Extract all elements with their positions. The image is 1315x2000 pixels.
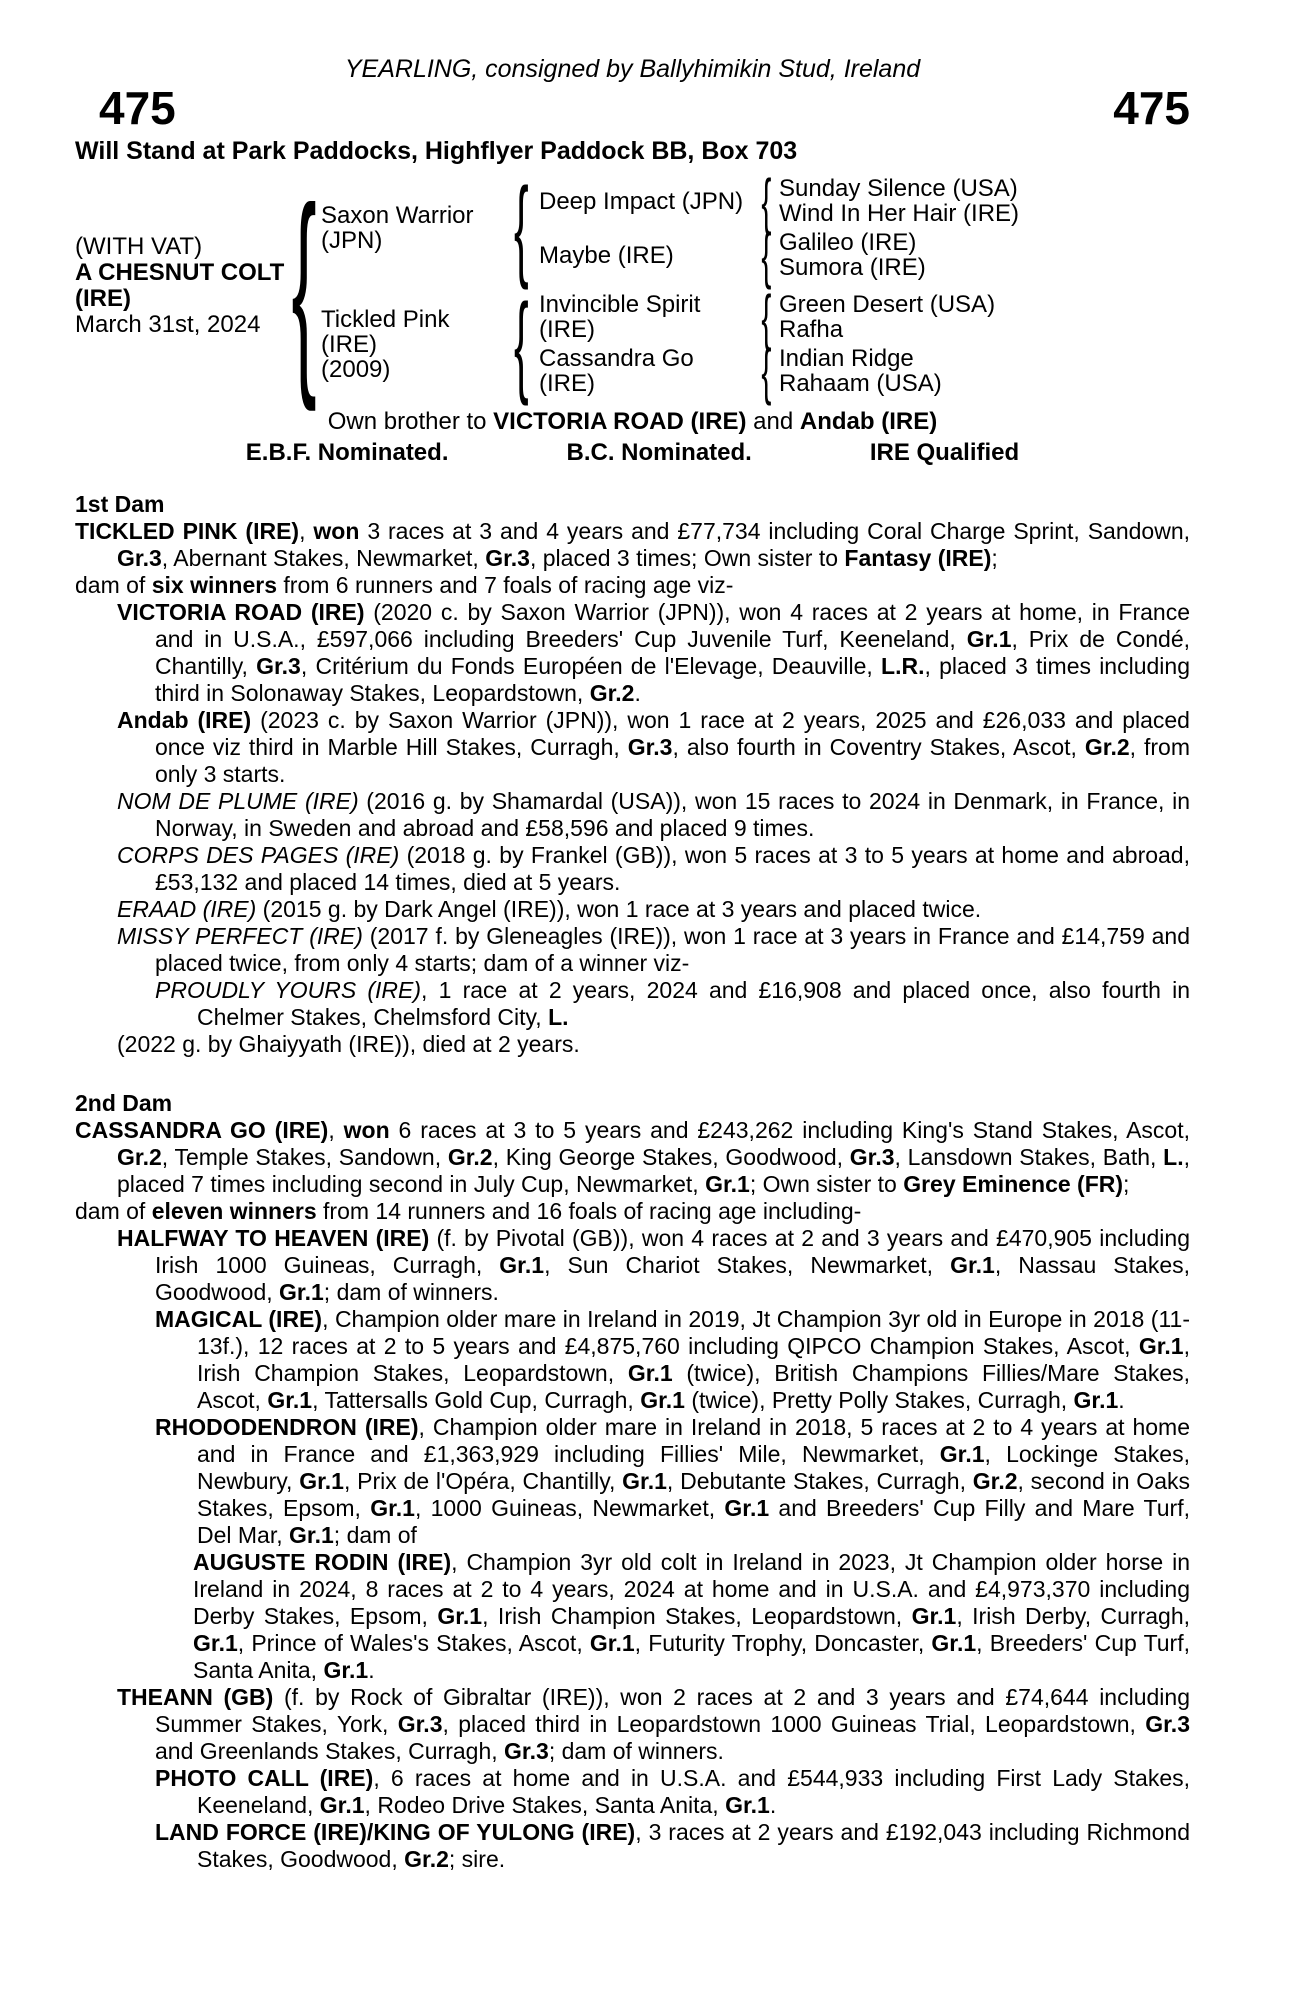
pedigree-paragraph [155, 1819, 1190, 1873]
lot-number-row [75, 84, 1190, 132]
grandparent-name: Deep Impact (JPN) [539, 187, 744, 215]
generation-brace: { [760, 166, 772, 236]
pedigree-paragraph [75, 572, 1190, 599]
generation-brace: { [760, 336, 772, 406]
pedigree-paragraph [117, 1225, 1190, 1306]
text-segment: , Sun Chariot Stakes, Newmarket, [544, 1252, 951, 1278]
pedigree-paragraph [117, 896, 1190, 923]
text-segment: (2015 g. by Dark Angel (IRE)), won 1 race at 3 years and placed twice. [256, 896, 982, 922]
pedigree-paragraph [117, 788, 1190, 842]
pedigree-paragraph [155, 977, 1190, 1031]
text-segment: , 1 race at 2 years, 2024 and £16,908 and placed once, also fourth in Chelmer Stakes, Chelmsford City, [197, 977, 1190, 1030]
text-segment: , Debutante Stakes, Curragh, [666, 1468, 973, 1494]
dam-sections [75, 491, 1190, 1873]
grandparent-name: Invincible Spirit (IRE) [539, 291, 701, 343]
text-segment: Gr.1 [627, 1360, 673, 1386]
text-segment: , Critérium du Fonds Européen de l'Elevage, Deauville, [300, 653, 882, 679]
text-segment: 3 races at 3 and 4 years and £77,734 including Coral Charge Sprint, Sandown, [359, 518, 1190, 544]
text-segment: Gr.1 [622, 1468, 667, 1494]
pedigree-paragraph [155, 1306, 1190, 1414]
text-segment: , second in Oaks Stakes, Epsom, [197, 1468, 1190, 1521]
text-segment: , 3 races at 2 years and £192,043 including Richmond Stakes, Goodwood, [197, 1819, 1191, 1872]
grandparent-branch [539, 166, 1020, 236]
pedigree-generations [321, 165, 1020, 406]
text-segment: PROUDLY YOURS (IRE) [155, 977, 422, 1003]
consignor-line: YEARLING, consigned by Ballyhimikin Stud, Ireland [344, 55, 921, 83]
pedigree-paragraph [193, 1549, 1190, 1684]
pedigree-table [75, 160, 1190, 412]
dam-name [321, 307, 507, 382]
text-segment: , King George Stakes, Goodwood, [492, 1144, 850, 1170]
text-segment: eleven winners [151, 1198, 317, 1224]
grandparent-name: Cassandra Go (IRE) [539, 345, 694, 397]
text-segment: , Lansdown Stakes, Bath, [894, 1144, 1164, 1170]
text-segment: Gr.2 [1084, 734, 1130, 760]
text-segment: ; sire. [448, 1846, 506, 1872]
generation-brace: { [513, 281, 529, 406]
text-segment: , also fourth in Coventry Stakes, Ascot, [672, 734, 1085, 760]
text-segment: Gr.3 [256, 653, 301, 679]
foal-date: March 31st, 2024 [75, 311, 261, 338]
pedigree-paragraph [117, 599, 1190, 707]
sire-name [321, 203, 507, 253]
sire-branch [321, 165, 1020, 290]
text-segment: , Irish Champion Stakes, Leopardstown, [482, 1603, 912, 1629]
text-segment: , Rodeo Drive Stakes, Santa Anita, [364, 1792, 726, 1818]
text-segment: , [299, 518, 314, 544]
pedigree-paragraph [155, 1765, 1190, 1819]
text-segment: (f. by Rock of Gibraltar (IRE)), won 2 races at 2 and 3 years and £74,644 including Summer Stakes, York, [155, 1684, 1190, 1737]
bc-nominated-label: B.C. Nominated. [566, 439, 752, 466]
text-segment: ; Own sister to [749, 1171, 904, 1197]
text-segment: and Breeders' Cup Filly and Mare Turf, Del Mar, [197, 1495, 1190, 1548]
subject-description: A CHESNUT COLT [75, 259, 285, 286]
text-segment: Gr.1 [279, 1279, 324, 1305]
text-segment: , Temple Stakes, Sandown, [161, 1144, 448, 1170]
text-segment: . [634, 680, 641, 706]
grandparents-column [539, 282, 996, 406]
great-grandparent-name: Sumora (IRE) [779, 254, 926, 281]
great-grandparent-name: Rahaam (USA) [779, 370, 942, 397]
text-segment: , Champion older mare in Ireland in 2019, Jt Champion 3yr old in Europe in 2018 (11-13f.), 12 races at 2 to 5 years and £4,875,760 including QIPCO Champion Stakes, Ascot, [197, 1306, 1191, 1359]
text-segment: . [368, 1657, 375, 1683]
text-segment: , Irish Derby, Curragh, [956, 1603, 1190, 1629]
text-segment: Gr.1 [911, 1603, 957, 1629]
text-segment: Gr.1 [705, 1171, 750, 1197]
ebf-nominated-label: E.B.F. Nominated. [245, 439, 449, 466]
text-segment: Gr.1 [1073, 1387, 1119, 1413]
text-segment: MAGICAL (IRE) [155, 1306, 323, 1332]
dam-heading: 1st Dam [75, 491, 165, 517]
text-segment: MISSY PERFECT (IRE) [117, 923, 363, 949]
text-segment: , placed 3 times including third in Solonaway Stakes, Leopardstown, [155, 653, 1190, 706]
pedigree-root-brace: { [291, 160, 317, 412]
grandparent-name: Maybe (IRE) [539, 241, 674, 269]
pedigree-paragraph [117, 1031, 1190, 1058]
text-segment: from 14 runners and 16 foals of racing age including- [316, 1198, 862, 1224]
text-segment: L. [548, 1004, 569, 1030]
ancestor-year: (2009) [321, 355, 391, 383]
text-segment: Andab (IRE) [117, 707, 252, 733]
text-segment: CASSANDRA GO (IRE) [75, 1117, 329, 1143]
text-segment: L.R. [881, 653, 925, 679]
text-segment: , 1000 Guineas, Newmarket, [414, 1495, 725, 1521]
text-segment: , Lockinge Stakes, Newbury, [197, 1441, 1190, 1494]
text-segment: , 6 races at home and in U.S.A. and £544,933 including First Lady Stakes, Keeneland, [197, 1765, 1190, 1818]
text-segment: , Prince of Wales's Stakes, Ascot, [237, 1630, 590, 1656]
text-segment: 6 races at 3 to 5 years and £243,262 including King's Stand Stakes, Ascot, [389, 1117, 1191, 1143]
text-segment: VICTORIA ROAD (IRE) [117, 599, 365, 625]
text-segment: Gr.2 [117, 1144, 162, 1170]
generation-brace: { [760, 282, 772, 352]
great-grandparent-name: Indian Ridge [779, 345, 914, 372]
text-segment: , placed 3 times; Own sister to [529, 545, 845, 571]
ancestor-name: Tickled Pink (IRE) [321, 305, 450, 358]
text-segment: (2016 g. by Shamardal (USA)), won 15 races to 2024 in Denmark, in France, in Norway, in Sweden and abroad and £58,596 and placed 9 times. [155, 788, 1190, 841]
text-segment: , Breeders' Cup Turf, Santa Anita, [193, 1630, 1190, 1683]
text-segment: Gr.3 [627, 734, 673, 760]
lot-number-right: 475 [1113, 82, 1190, 134]
text-segment: Gr.3 [397, 1711, 443, 1737]
text-segment: PHOTO CALL (IRE) [155, 1765, 374, 1791]
pedigree-paragraph [75, 1198, 1190, 1225]
text-segment: dam of [75, 1198, 152, 1224]
ancestor-name: Saxon Warrior (JPN) [321, 202, 474, 254]
text-segment: Gr.3 [504, 1738, 549, 1764]
subject-block [75, 234, 287, 338]
text-segment: Grey Eminence (FR) [903, 1171, 1124, 1197]
text-segment: Gr.2 [447, 1144, 493, 1170]
text-segment: , Nassau Stakes, Goodwood, [155, 1252, 1191, 1305]
great-grandparent-name: Sunday Silence (USA) [779, 175, 1018, 202]
text-segment: Gr.3 [849, 1144, 895, 1170]
text-segment: Gr.1 [640, 1387, 685, 1413]
stand-location-line: Will Stand at Park Paddocks, Highflyer Paddock BB, Box 703 [75, 137, 798, 165]
text-segment: dam of [75, 572, 152, 598]
great-grandparents-column [779, 230, 926, 280]
text-segment: . [769, 1792, 777, 1818]
text-segment: NOM DE PLUME (IRE) [117, 788, 359, 814]
text-segment: Gr.2 [589, 680, 635, 706]
generation-brace: { [513, 165, 529, 290]
text-segment: Gr.1 [589, 1630, 635, 1656]
great-grandparents-column [779, 346, 942, 396]
text-segment: ; dam of winners. [548, 1738, 724, 1764]
pedigree-paragraph [117, 1684, 1190, 1765]
own-brother-line [75, 408, 1190, 436]
text-segment: (2023 c. by Saxon Warrior (JPN)), won 1 race at 2 years, 2025 and £26,033 and placed once viz third in Marble Hill Stakes, Curragh, [155, 707, 1190, 760]
pedigree-paragraph [155, 1414, 1190, 1549]
text-segment: , Champion older mare in Ireland in 2018, 5 races at 2 to 4 years at home and in France and £1,363,929 including Fillies' Mile, Newmarket, [197, 1414, 1190, 1467]
great-grandparent-name: Galileo (IRE) [779, 229, 917, 256]
text-segment: THEANN (GB) [117, 1684, 274, 1710]
text-segment: HALFWAY TO HEAVEN (IRE) [117, 1225, 430, 1251]
text-segment: won [313, 518, 360, 544]
text-segment: Gr.1 [939, 1441, 985, 1467]
text-segment: (2017 f. by Gleneagles (IRE)), won 1 race at 3 years in France and £14,759 and placed twice, from only 4 starts; dam of a winner viz- [155, 923, 1190, 976]
text-segment: Gr.2 [972, 1468, 1018, 1494]
text-segment: , Tattersalls Gold Cup, Curragh, [312, 1387, 641, 1413]
text-segment: LAND FORCE (IRE)/KING OF YULONG (IRE) [155, 1819, 636, 1845]
text-segment: (2018 g. by Frankel (GB)), won 5 races at 3 to 5 years at home and abroad, £53,132 and placed 14 times, died at 5 years. [155, 842, 1190, 895]
grandparent-branch [539, 336, 995, 406]
text-segment: Own brother to [327, 408, 494, 435]
text-segment: Gr.1 [725, 1792, 770, 1818]
text-segment: Gr.3 [485, 545, 530, 571]
vat-note: (WITH VAT) [75, 233, 203, 260]
pedigree-paragraph [117, 707, 1190, 788]
text-segment: , Prix de Condé, Chantilly, [155, 626, 1191, 679]
dam-branch [321, 281, 1019, 406]
text-segment: Andab (IRE) [799, 408, 938, 435]
text-segment: , Prix de l'Opéra, Chantilly, [343, 1468, 623, 1494]
subject-country-suffix: (IRE) [75, 285, 131, 312]
nominations-line [75, 439, 1190, 467]
text-segment: from 6 runners and 7 foals of racing age viz- [277, 572, 734, 598]
text-segment: Gr.1 [950, 1252, 995, 1278]
generation-brace: { [760, 220, 772, 290]
grandparent-branch [539, 220, 1019, 290]
text-segment: Fantasy (IRE) [844, 545, 992, 571]
text-segment: (f. by Pivotal (GB)), won 4 races at 2 and 3 years and £470,905 including Irish 1000 Guineas, Curragh, [155, 1225, 1190, 1278]
text-segment: , Champion 3yr old colt in Ireland in 2023, Jt Champion older horse in Ireland in 2024, 8 races at 2 to 4 years, 2024 at home and in U.S.A. and £4,973,370 including Derby Stakes, Epsom, [193, 1549, 1190, 1629]
pedigree-paragraph [75, 518, 1190, 572]
text-segment: , placed 7 times including second in July Cup, Newmarket, [117, 1144, 1190, 1197]
text-segment: Gr.1 [193, 1630, 238, 1656]
text-segment: TICKLED PINK (IRE) [75, 518, 300, 544]
ire-qualified-label: IRE Qualified [869, 439, 1020, 466]
text-segment: Gr.1 [931, 1630, 977, 1656]
text-segment: Gr.1 [1138, 1333, 1184, 1359]
text-segment: Gr.1 [299, 1468, 344, 1494]
text-segment: ; [991, 545, 998, 571]
text-segment: Gr.1 [289, 1522, 334, 1548]
text-segment: , Futurity Trophy, Doncaster, [634, 1630, 932, 1656]
text-segment: six winners [151, 572, 277, 598]
text-segment: Gr.1 [267, 1387, 313, 1413]
text-segment: (twice), Pretty Polly Stakes, Curragh, [684, 1387, 1074, 1413]
text-segment: and Greenlands Stakes, Curragh, [155, 1738, 505, 1764]
text-segment: Gr.3 [117, 545, 162, 571]
grandparents-column [539, 166, 1020, 290]
text-segment: Gr.1 [499, 1252, 545, 1278]
great-grandparent-name: Green Desert (USA) [779, 291, 996, 318]
text-segment: and [746, 408, 800, 435]
text-segment: CORPS DES PAGES (IRE) [117, 842, 400, 868]
pedigree-paragraph [117, 923, 1190, 977]
text-segment: , placed third in Leopardstown 1000 Guineas Trial, Leopardstown, [442, 1711, 1146, 1737]
great-grandparent-name: Wind In Her Hair (IRE) [779, 200, 1020, 227]
dam-heading: 2nd Dam [75, 1090, 173, 1116]
great-grandparents-column [779, 176, 1019, 226]
lot-number-left: 475 [99, 82, 176, 134]
text-segment: VICTORIA ROAD (IRE) [493, 408, 747, 435]
text-segment: Gr.3 [1145, 1711, 1190, 1737]
text-segment: , [328, 1117, 344, 1143]
pedigree-paragraph [117, 842, 1190, 896]
pedigree-paragraph [75, 1117, 1190, 1198]
text-segment: ERAAD (IRE) [117, 896, 257, 922]
text-segment: ; [1123, 1171, 1130, 1197]
text-segment: won [343, 1117, 390, 1143]
great-grandparent-name: Rafha [779, 316, 844, 343]
text-segment: RHODODENDRON (IRE) [155, 1414, 419, 1440]
text-segment: Gr.1 [370, 1495, 415, 1521]
text-segment: Gr.2 [404, 1846, 449, 1872]
text-segment: ; dam of winners. [323, 1279, 499, 1305]
text-segment: L. [1163, 1144, 1184, 1170]
great-grandparents-column [779, 292, 995, 342]
grandparent-branch [539, 282, 996, 352]
text-segment: Gr.1 [323, 1657, 369, 1683]
text-segment: (2022 g. by Ghaiyyath (IRE)), died at 2 years. [117, 1031, 580, 1057]
text-segment: Gr.1 [966, 626, 1012, 652]
text-segment: Gr.1 [319, 1792, 365, 1818]
text-segment: (twice), British Champions Fillies/Mare Stakes, Ascot, [197, 1360, 1191, 1413]
text-segment: , Irish Champion Stakes, Leopardstown, [197, 1333, 1190, 1386]
text-segment: AUGUSTE RODIN (IRE) [193, 1549, 452, 1575]
text-segment: . [1118, 1387, 1125, 1413]
text-segment: ; dam of [333, 1522, 417, 1548]
text-segment: Gr.1 [724, 1495, 770, 1521]
text-segment: Gr.1 [437, 1603, 483, 1629]
text-segment: (2020 c. by Saxon Warrior (JPN)), won 4 races at 2 years at home, in France and in U.S.A., £597,066 including Breeders' Cup Juvenile Turf, Keeneland, [155, 599, 1191, 652]
text-segment: , from only 3 starts. [155, 734, 1190, 787]
text-segment: , Abernant Stakes, Newmarket, [161, 545, 486, 571]
